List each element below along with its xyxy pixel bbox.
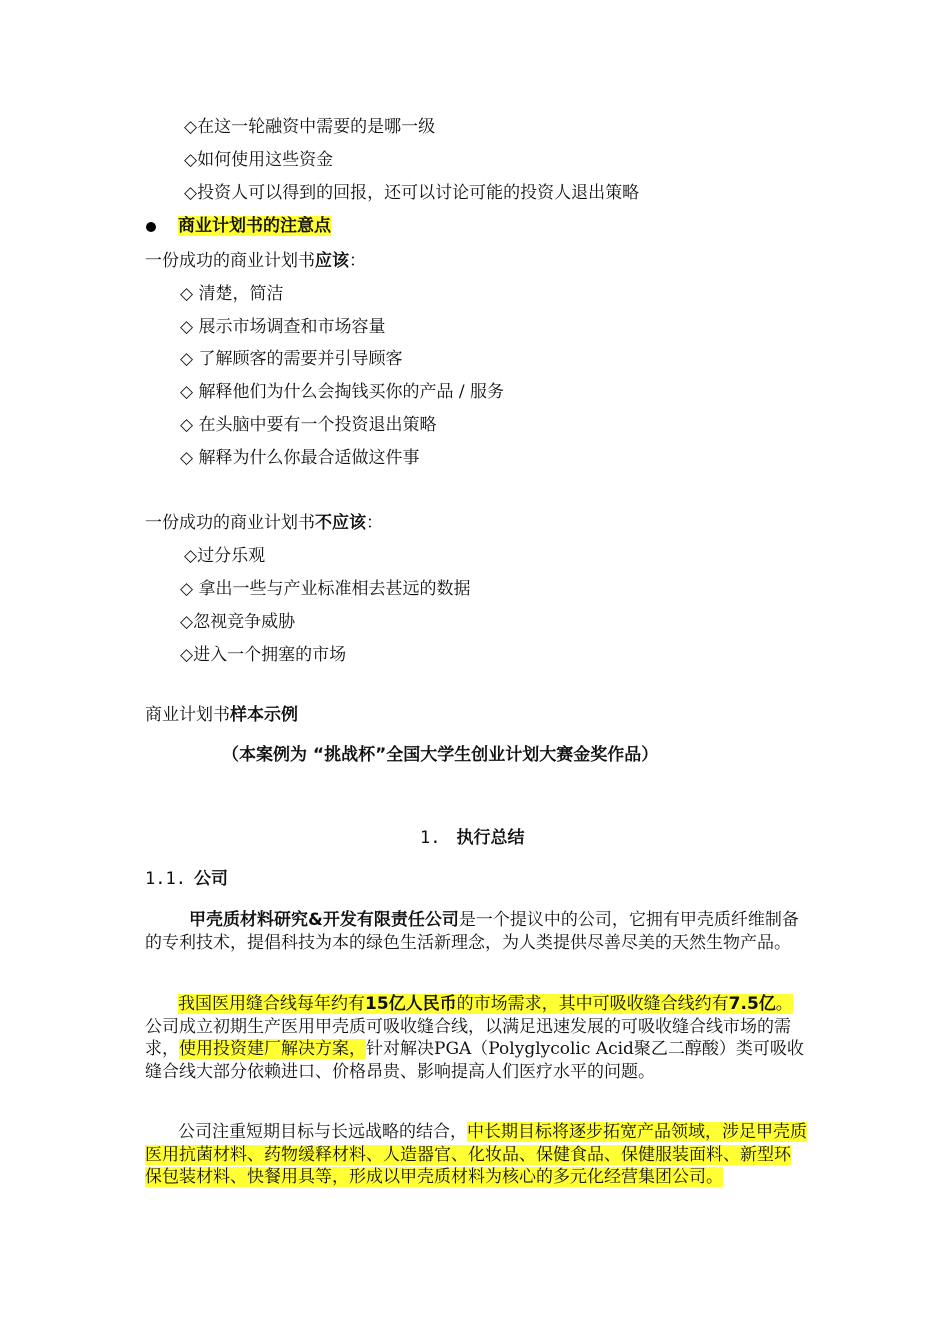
- list-item: ◇如何使用这些资金: [184, 150, 334, 170]
- section-title: 1. 执行总结: [420, 828, 525, 848]
- sample-label: 商业计划书样本示例: [145, 705, 298, 725]
- list-item: ◇在这一轮融资中需要的是哪一级: [184, 117, 436, 137]
- paragraph-company: 甲壳质材料研究&开发有限责任公司是一个提议中的公司，它拥有甲壳质纤维制备的专利技术，提倡科技为本的绿色生活新理念，为人类提供尽善尽美的天然生物产品。: [145, 910, 799, 953]
- section-heading: [146, 215, 331, 237]
- list-item: ◇忽视竞争威胁: [180, 612, 296, 632]
- list-item: ◇ 解释为什么你最合适做这件事: [180, 448, 420, 468]
- paragraph-market: 我国医用缝合线每年约有15亿人民币的市场需求，其中可吸收缝合线约有7.5亿。公司成立初期生产医用甲壳质可吸收缝合线，以满足迅速发展的可吸收缝合线市场的需求，使用投资建厂解决方案，针对解决PGA（Polyglycolic Acid聚乙二醇酸）类可吸收缝合线大部分依赖进口、价格昂贵、影响提高人们医疗水平的问题。: [145, 994, 804, 1082]
- subsection-title: 1.1. 公司: [145, 869, 228, 889]
- list-item: ◇ 拿出一些与产业标准相去甚远的数据: [180, 579, 471, 599]
- list-item: ◇ 展示市场调查和市场容量: [180, 317, 386, 337]
- heading-text: 商业计划书的注意点: [178, 216, 331, 236]
- list-item: ◇进入一个拥塞的市场: [180, 645, 347, 665]
- list-item: ◇ 在头脑中要有一个投资退出策略: [180, 415, 437, 435]
- bullet-icon: [146, 222, 156, 232]
- sample-subtitle: （本案例为 “挑战杯”全国大学生创业计划大赛金奖作品）: [222, 745, 659, 765]
- paragraph-strategy: 公司注重短期目标与长远战略的结合，中长期目标将逐步拓宽产品领域，涉足甲壳质医用抗菌材料、药物缓释材料、人造器官、化妆品、保健食品、保健服装面料、新型环保包装材料、快餐用具等，形成以甲壳质材料为核心的多元化经营集团公司。: [145, 1122, 807, 1187]
- list-item: ◇ 清楚，简洁: [180, 284, 284, 304]
- list-item: ◇投资人可以得到的回报，还可以讨论可能的投资人退出策略: [184, 183, 640, 203]
- list-item: ◇过分乐观: [184, 546, 266, 566]
- should-not-intro: 一份成功的商业计划书不应该：: [145, 513, 383, 533]
- should-intro: 一份成功的商业计划书应该：: [145, 251, 366, 271]
- list-item: ◇ 了解顾客的需要并引导顾客: [180, 349, 403, 369]
- list-item: ◇ 解释他们为什么会掏钱买你的产品 / 服务: [180, 382, 505, 402]
